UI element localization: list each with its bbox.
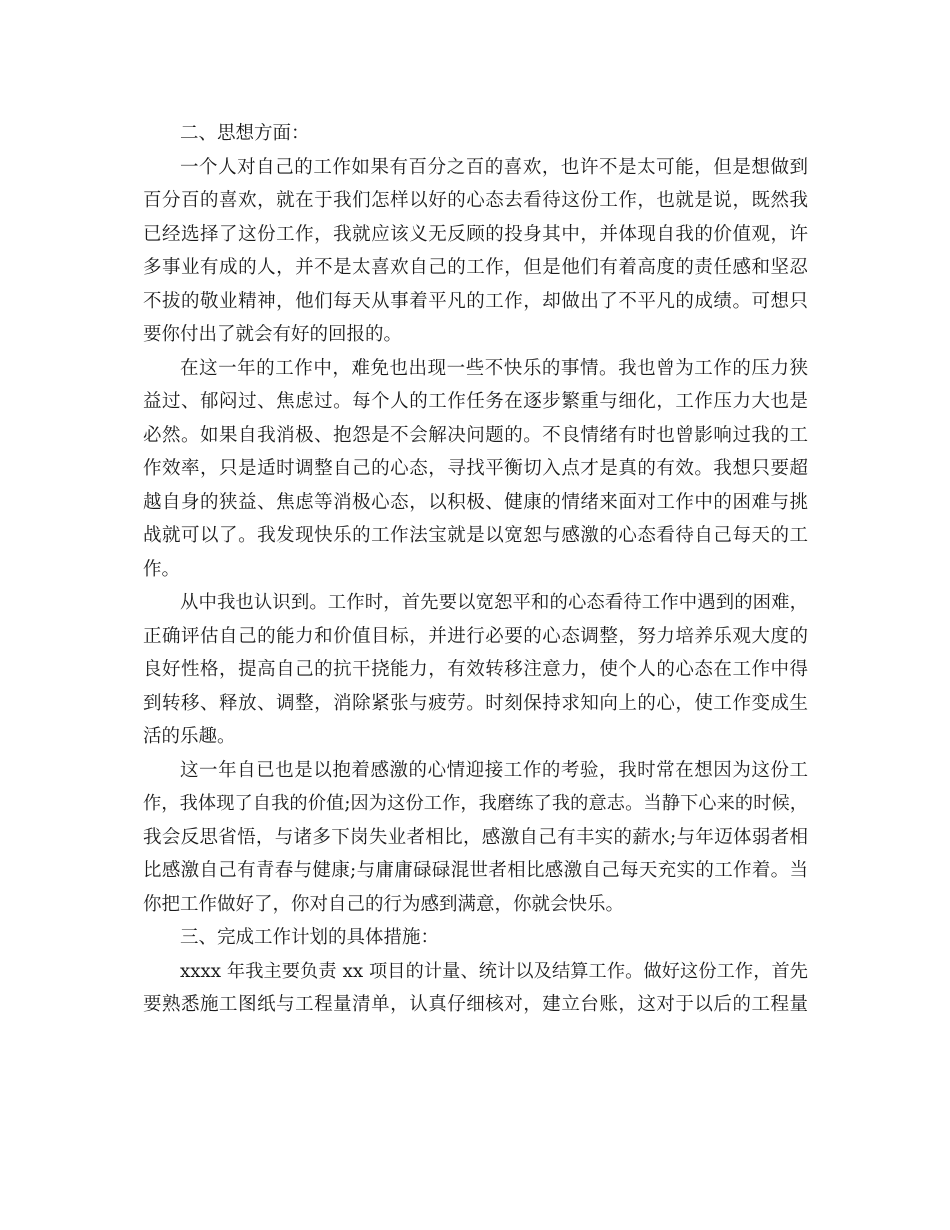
paragraph-line: 良好性格，提高自己的抗干挠能力，有效转移注意力，使个人的心态在工作中得 [143, 659, 808, 680]
document-body [143, 117, 808, 1022]
section-heading-thinking: 二、思想方面： [180, 123, 310, 144]
paragraph-line: 作，我体现了自我的价值;因为这份工作，我磨练了我的意志。当静下心来的时候， [143, 793, 808, 814]
paragraph-line: 越自身的狭益、焦虑等消极心态，以积极、健康的情绪来面对工作中的困难与挑 [143, 491, 808, 513]
paragraph-line: 在这一年的工作中，难免也出现一些不快乐的事情。我也曾为工作的压力狭 [180, 357, 808, 379]
paragraph-line: 战就可以了。我发现快乐的工作法宝就是以宽恕与感激的心态看待自己每天的工 [143, 525, 808, 546]
paragraph-line: 必然。如果自我消极、抱怨是不会解决问题的。不良情绪有时也曾影响过我的工 [143, 424, 808, 446]
paragraph-line: 益过、郁闷过、焦虑过。每个人的工作任务在逐步繁重与细化，工作压力大也是 [143, 391, 808, 412]
paragraph-line: 你把工作做好了，你对自己的行为感到满意，你就会快乐。 [143, 893, 625, 915]
paragraph-line: 一个人对自己的工作如果有百分之百的喜欢，也许不是太可能，但是想做到 [180, 156, 808, 178]
paragraph-line: 不拔的敬业精神，他们每天从事着平凡的工作，却做出了不平凡的成绩。可想只 [143, 290, 808, 312]
paragraph-line: 多事业有成的人，并不是太喜欢自己的工作，但是他们有着高度的责任感和坚忍 [143, 257, 808, 278]
paragraph-line: 正确评估自己的能力和价值目标，并进行必要的心态调整，努力培养乐观大度的 [143, 625, 808, 647]
section-heading-measures: 三、完成工作计划的具体措施： [180, 927, 440, 948]
paragraph-line: 百分百的喜欢，就在于我们怎样以好的心态去看待这份工作，也就是说，既然我 [143, 190, 808, 211]
paragraph-line: 要熟悉施工图纸与工程量清单，认真仔细核对，建立台账，这对于以后的工程量 [143, 994, 808, 1015]
paragraph-line: 从中我也认识到。工作时，首先要以宽恕平和的心态看待工作中遇到的困难， [180, 592, 808, 613]
paragraph-line: 我会反思省悟，与诸多下岗失业者相比，感激自己有丰实的薪水;与年迈体弱者相 [143, 826, 808, 848]
paragraph-line: 比感激自己有青春与健康;与庸庸碌碌混世者相比感激自己每天充实的工作着。当 [143, 860, 808, 881]
paragraph-line: 已经选择了这份工作，我就应该义无反顾的投身其中，并体现自我的价值观，许 [143, 223, 808, 245]
paragraph-line: 要你付出了就会有好的回报的。 [143, 324, 403, 345]
paragraph-line: 作。 [143, 558, 181, 580]
paragraph-line: 到转移、释放、调整，消除紧张与疲劳。时刻保持求知向上的心，使工作变成生 [143, 692, 808, 714]
paragraph-line: 作效率，只是适时调整自己的心态，寻找平衡切入点才是真的有效。我想只要超 [143, 458, 808, 479]
paragraph-line: 这一年自已也是以抱着感激的心情迎接工作的考验，我时常在想因为这份工 [180, 759, 808, 781]
paragraph-line: xxxx 年我主要负责 xx 项目的计量、统计以及结算工作。做好这份工作，首先 [180, 960, 808, 982]
paragraph-line: 活的乐趣。 [143, 726, 236, 747]
